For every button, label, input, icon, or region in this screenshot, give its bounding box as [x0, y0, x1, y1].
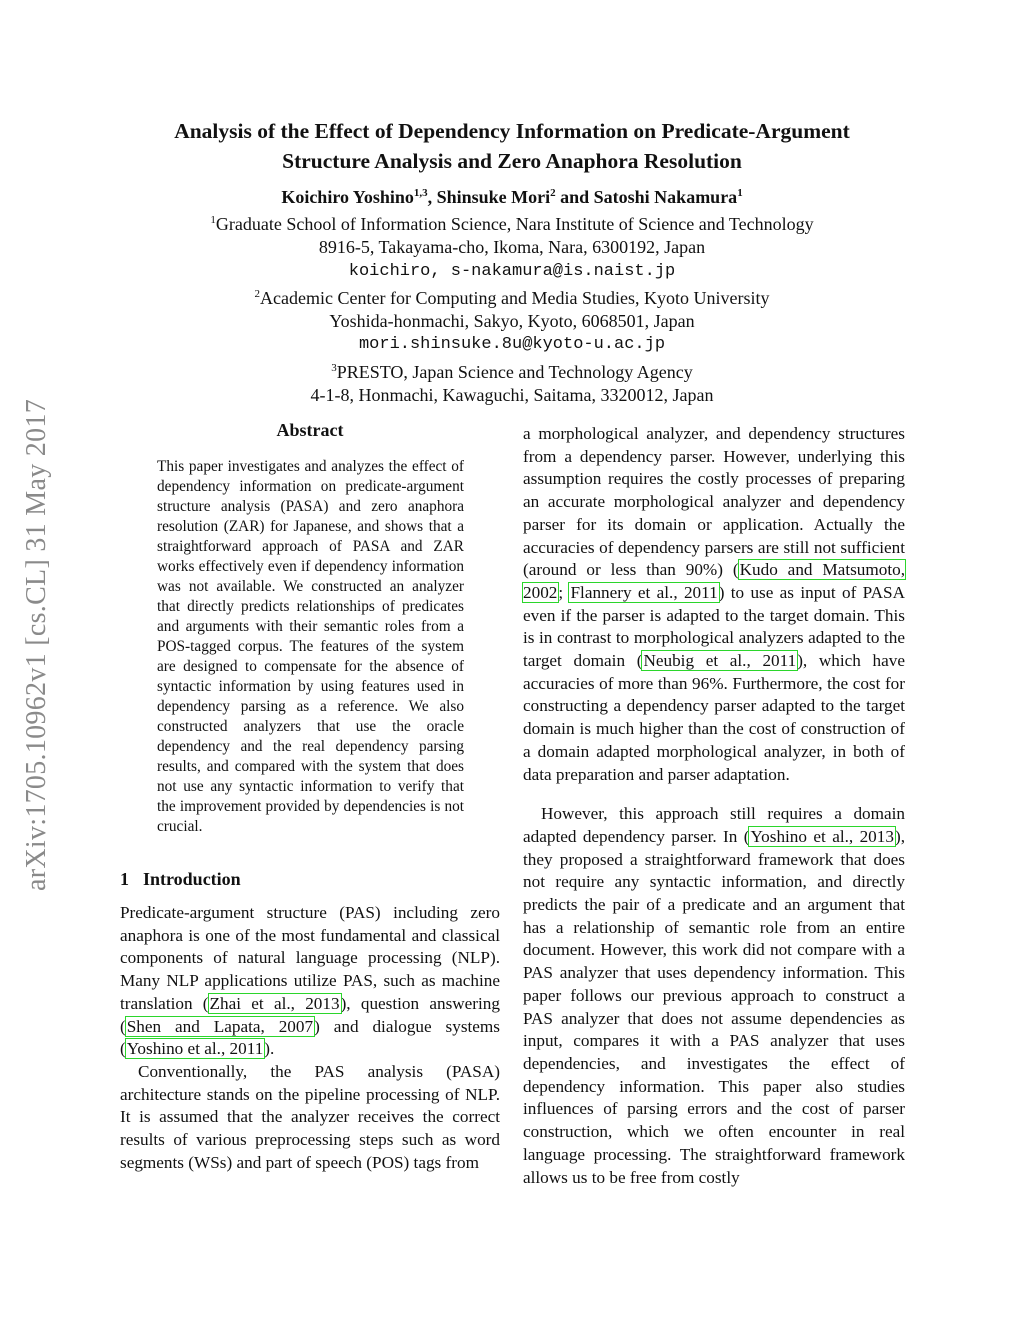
- author-list: [100, 181, 924, 209]
- affiliation-email[interactable]: koichiro, s-nakamura@is.naist.jp: [348, 261, 676, 281]
- arxiv-identifier: arXiv:1705.10962v1 [cs.CL] 31 May 2017: [21, 398, 52, 892]
- author-name: Satoshi Nakamura: [593, 187, 738, 207]
- affiliation-email[interactable]: mori.shinsuke.8u@kyoto-u.ac.jp: [358, 335, 666, 355]
- author-separator: and: [555, 187, 594, 207]
- affiliation-name: [100, 283, 924, 310]
- affiliation-name: [100, 357, 924, 384]
- paper-title: [100, 116, 924, 176]
- citation-link[interactable]: Shen and Lapata, 2007: [126, 1016, 314, 1036]
- affiliation-name: [100, 209, 924, 236]
- affiliation-text: PRESTO, Japan Science and Technology Agency: [336, 361, 693, 382]
- citation-link[interactable]: Neubig et al., 2011: [643, 651, 797, 671]
- affiliation-superscript: 2: [254, 287, 261, 300]
- paragraph-text: Predicate-argument structure (PAS) including zero anaphora is one of the most fundamental and classical components of natural language processing (NLP). Many NLP applications utilize PAS, such as machine translation (: [120, 903, 500, 1013]
- citation-link[interactable]: Yoshino et al., 2013: [750, 826, 894, 846]
- citation-link[interactable]: Zhai et al., 2013: [209, 993, 340, 1013]
- arxiv-sidebar: [8, 345, 66, 945]
- affiliation-address: 8916-5, Takayama-cho, Ikoma, Nara, 6300192, Japan: [318, 237, 706, 258]
- affiliation-address: 4-1-8, Honmachi, Kawaguchi, Saitama, 3320012, Japan: [310, 385, 714, 406]
- right-column: [523, 423, 905, 1189]
- citation-link[interactable]: Kudo and Matsumoto, 2002: [523, 560, 905, 602]
- intro-paragraph-3: [523, 803, 905, 1189]
- author-name: Koichiro Yoshino: [281, 187, 414, 207]
- paragraph-text: ).: [264, 1039, 275, 1059]
- title-line-1: Analysis of the Effect of Dependency Information on Predicate-Argument: [174, 119, 850, 143]
- paragraph-text: ) and dialogue systems (: [120, 1016, 500, 1059]
- paragraph-text: a morphological analyzer, and dependency structures from a dependency parser. However, underlying this assumption requires the costly processes of preparing an accurate morphological analyzer and dependency parser for its domain or application. Actually the accuracies of dependency parsers are still not sufficient (around or less than 90%) (: [523, 424, 905, 580]
- abstract-heading: Abstract: [276, 420, 344, 440]
- paragraph-text: ;: [558, 582, 570, 602]
- intro-paragraph-continued: [523, 423, 905, 786]
- author-name: Shinsuke Mori: [436, 187, 551, 207]
- abstract-text: This paper investigates and analyzes the effect of dependency information on predicate-argument structure analysis (PASA) and zero anaphora resolution (ZAR) for Japanese, and shows that a straightforward approach of PASA and ZAR works effectively even if dependency information was not available. We constructed an analyzer that directly predicts relationships of predicates and arguments with their semantic roles from a POS-tagged corpus. The features of the system are designed to compensate for the absence of syntactic information by using features used in dependency parsing as a reference. We also constructed analyzers that use the oracle dependency and the real dependency parsing results, and compared with the system that does not use any syntactic information to verify that the improvement provided by dependencies is not crucial.: [157, 458, 464, 835]
- paragraph-text: ) to use as input of PASA even if the parser is adapted to the target domain. This is in contrast to morphological analyzers adapted to the target domain (: [523, 582, 905, 671]
- title-line-2: Structure Analysis and Zero Anaphora Resolution: [282, 149, 742, 173]
- paragraph-text: ), which have accuracies of more than 96%. Furthermore, the cost for constructing a dependency parser adapted to the target domain is much higher than the cost of construction of a domain adapted morphological analyzer, in both of data preparation and parser adaptation.: [523, 651, 905, 784]
- section-heading-introduction: [120, 869, 500, 890]
- section-number: 1: [120, 869, 129, 889]
- affiliation-address: Yoshida-honmachi, Sakyo, Kyoto, 6068501, Japan: [329, 311, 695, 332]
- affiliation-superscript: 1: [210, 214, 216, 226]
- affiliation-text: Graduate School of Information Science, Nara Institute of Science and Technology: [215, 214, 814, 234]
- paragraph-text: ), they proposed a straightforward framework that does not require any syntactic information, and directly predicts the pair of a predicate and an argument that has a relationship of semantic role from an entire document. However, this work did not compare with a PAS analyzer that uses dependency information. This paper follows our previous approach to construct a PAS analyzer that does not assume dependencies as input, compares it with a PAS analyzer that uses dependencies, and investigates the effect of dependency information. This paper also studies influences of parsing errors and the cost of parser construction, which we often encounter in real language processing. The straightforward framework allows us to be free from costly: [523, 826, 905, 1187]
- section-title: Introduction: [143, 869, 241, 889]
- citation-link[interactable]: Yoshino et al., 2011: [126, 1039, 264, 1059]
- intro-paragraph-2: Conventionally, the PAS analysis (PASA) architecture stands on the pipeline processing of NLP. It is assumed that the analyzer receives the correct results of various preprocessing steps such as word segments (WSs) and part of speech (POS) tags from: [120, 1061, 500, 1172]
- paper-header: [100, 116, 924, 407]
- author-superscript: 1: [737, 187, 743, 199]
- author-superscript: 1,3: [413, 187, 428, 199]
- intro-paragraph-1: [120, 902, 500, 1061]
- author-separator: ,: [427, 187, 437, 207]
- paragraph-text: ), question answering (: [120, 993, 500, 1036]
- citation-link[interactable]: Flannery et al., 2011: [570, 582, 718, 602]
- affiliation-superscript: 3: [331, 361, 337, 374]
- affiliation-text: Academic Center for Computing and Media Studies, Kyoto University: [260, 287, 770, 308]
- author-superscript: 2: [550, 187, 556, 199]
- paragraph-text: However, this approach still requires a domain adapted dependency parser. In (: [523, 804, 905, 846]
- left-column: [120, 420, 500, 1174]
